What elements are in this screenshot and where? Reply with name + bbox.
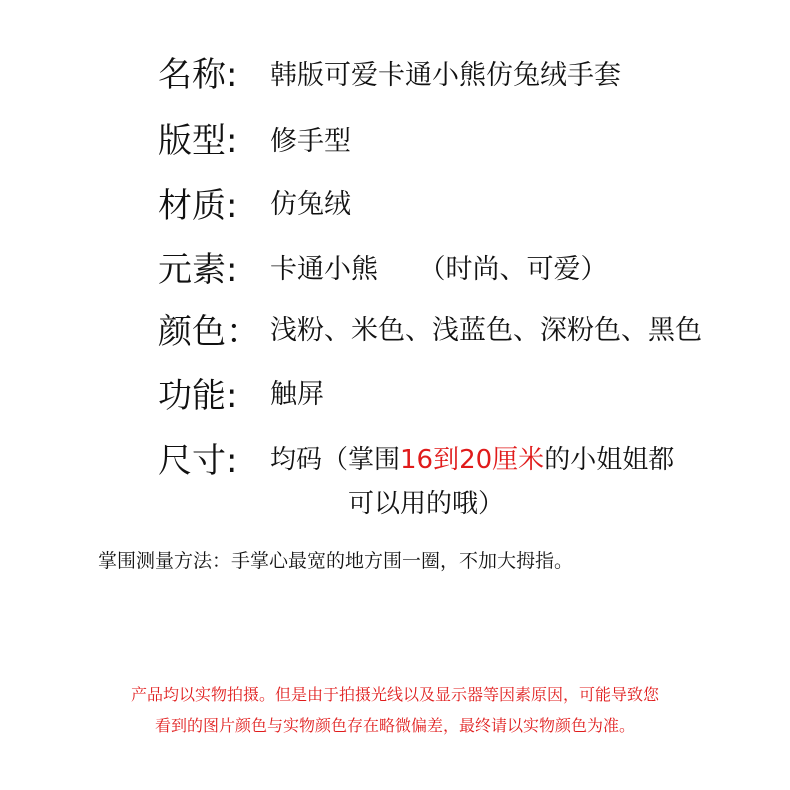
spec-label-material: 材质: (158, 186, 238, 226)
spec-value-size (270, 447, 674, 473)
spec-value-element: 卡通小熊 （时尚、可爱） (270, 254, 608, 285)
spec-value-fit: 修手型 (270, 126, 351, 157)
size-range-highlight: 16到20厘米 (400, 445, 545, 475)
palm-measure-note: 掌围测量方法：手掌心最宽的地方围一圈，不加大拇指。 (98, 550, 574, 572)
disclaimer-line-1: 产品均以实物拍摄。但是由于拍摄光线以及显示器等因素原因，可能导致您 (130, 685, 659, 704)
spec-value-colors: 浅粉、米色、浅蓝色、深粉色、黑色 (270, 315, 702, 346)
size-text-post: 的小姐姐都 (544, 445, 675, 475)
spec-label-size: 尺寸: (158, 441, 238, 481)
spec-label-function: 功能: (158, 376, 238, 416)
spec-label-name: 名称: (158, 55, 238, 95)
disclaimer-line-2: 看到的图片颜色与实物颜色存在略微偏差，最终请以实物颜色为准。 (154, 716, 635, 735)
spec-label-colors: 颜色： (158, 312, 260, 352)
spec-label-element: 元素: (158, 250, 238, 290)
size-text-line2: 可以用的哦） (348, 489, 505, 519)
size-text-pre: 均码（掌围 (270, 445, 401, 475)
spec-label-fit: 版型: (158, 121, 238, 161)
spec-value-function: 触屏 (270, 379, 324, 410)
spec-value-name: 韩版可爱卡通小熊仿兔绒手套 (270, 60, 621, 91)
spec-value-material: 仿兔绒 (270, 189, 351, 220)
